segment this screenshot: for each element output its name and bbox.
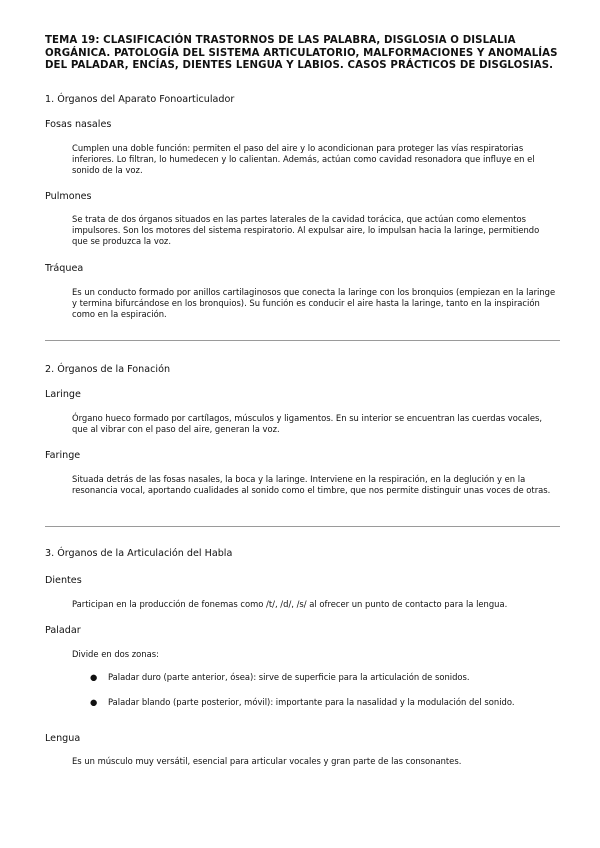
subheading-pulmones: Pulmones — [45, 191, 92, 202]
paragraph-fosas-nasales: Cumplen una doble función: permiten el paso del aire y lo acondicionan para proteger las vías respiratorias inferiores. Lo filtran, lo humedecen y lo calientan. Además, actúan como cavidad resonadora que influye en el sonido de la voz. — [72, 143, 535, 176]
bullet-text: Paladar duro (parte anterior, ósea): sirve de superficie para la articulación de sonidos. — [108, 672, 470, 682]
subheading-fosas-nasales: Fosas nasales — [45, 119, 112, 130]
subheading-lengua: Lengua — [45, 733, 81, 744]
document-title: TEMA 19: CLASIFICACIÓN TRASTORNOS DE LAS PALABRA, DISGLOSIA O DISLALIA ORGÁNICA. PATOLOGÍA DEL SISTEMA ARTICULATORIO, MALFORMACIONES Y ANOMALÍAS DEL PALADAR, ENCÍAS, DIENTES LENGUA Y LABIOS. CASOS PRÁCTICOS DE DISGLOSIAS. — [45, 35, 558, 71]
paragraph-pulmones: Se trata de dos órganos situados en las partes laterales de la cavidad torácica, que actúan como elementos impulsores. Son los motores del sistema respiratorio. Al expulsar aire, lo impulsan hacia la laringe, permitiendo que se produzca la voz. — [72, 214, 540, 247]
section-heading-3: 3. Órganos de la Articulación del Habla — [45, 548, 233, 559]
paragraph-paladar: Divide en dos zonas: — [72, 649, 159, 659]
section-heading-1: 1. Órganos del Aparato Fonoarticulador — [45, 94, 235, 105]
subheading-faringe: Faringe — [45, 450, 81, 461]
paragraph-dientes: Participan en la producción de fonemas como /t/, /d/, /s/ al ofrecer un punto de contacto para la lengua. — [72, 599, 508, 609]
paragraph-faringe: Situada detrás de las fosas nasales, la boca y la laringe. Interviene en la respiración, en la deglución y en la resonancia vocal, aportando cualidades al sonido como el timbre, que nos permite distinguir unas voces de otras. — [72, 474, 551, 496]
section-divider-2 — [45, 526, 560, 527]
subheading-laringe: Laringe — [45, 389, 81, 400]
section-divider-1 — [45, 340, 560, 341]
subheading-paladar: Paladar — [45, 625, 81, 636]
bullet-dot-icon: ● — [90, 697, 98, 707]
paragraph-lengua: Es un músculo muy versátil, esencial para articular vocales y gran parte de las consonantes. — [72, 756, 462, 766]
section-heading-2: 2. Órganos de la Fonación — [45, 364, 171, 375]
bullet-text: Paladar blando (parte posterior, móvil): importante para la nasalidad y la modulación del sonido. — [108, 697, 515, 707]
paragraph-traquea: Es un conducto formado por anillos cartilaginosos que conecta la laringe con los bronquios (empiezan en la laringe y termina bifurcándose en los bronquios). Su función es conducir el aire hasta la laringe, tanto en la inspiración como en la espiración. — [72, 287, 556, 320]
bullet-dot-icon: ● — [90, 672, 98, 682]
subheading-traquea: Tráquea — [45, 263, 84, 274]
paragraph-laringe: Órgano hueco formado por cartílagos, músculos y ligamentos. En su interior se encuentran las cuerdas vocales, que al vibrar con el paso del aire, generan la voz. — [72, 413, 543, 435]
subheading-dientes: Dientes — [45, 575, 82, 586]
